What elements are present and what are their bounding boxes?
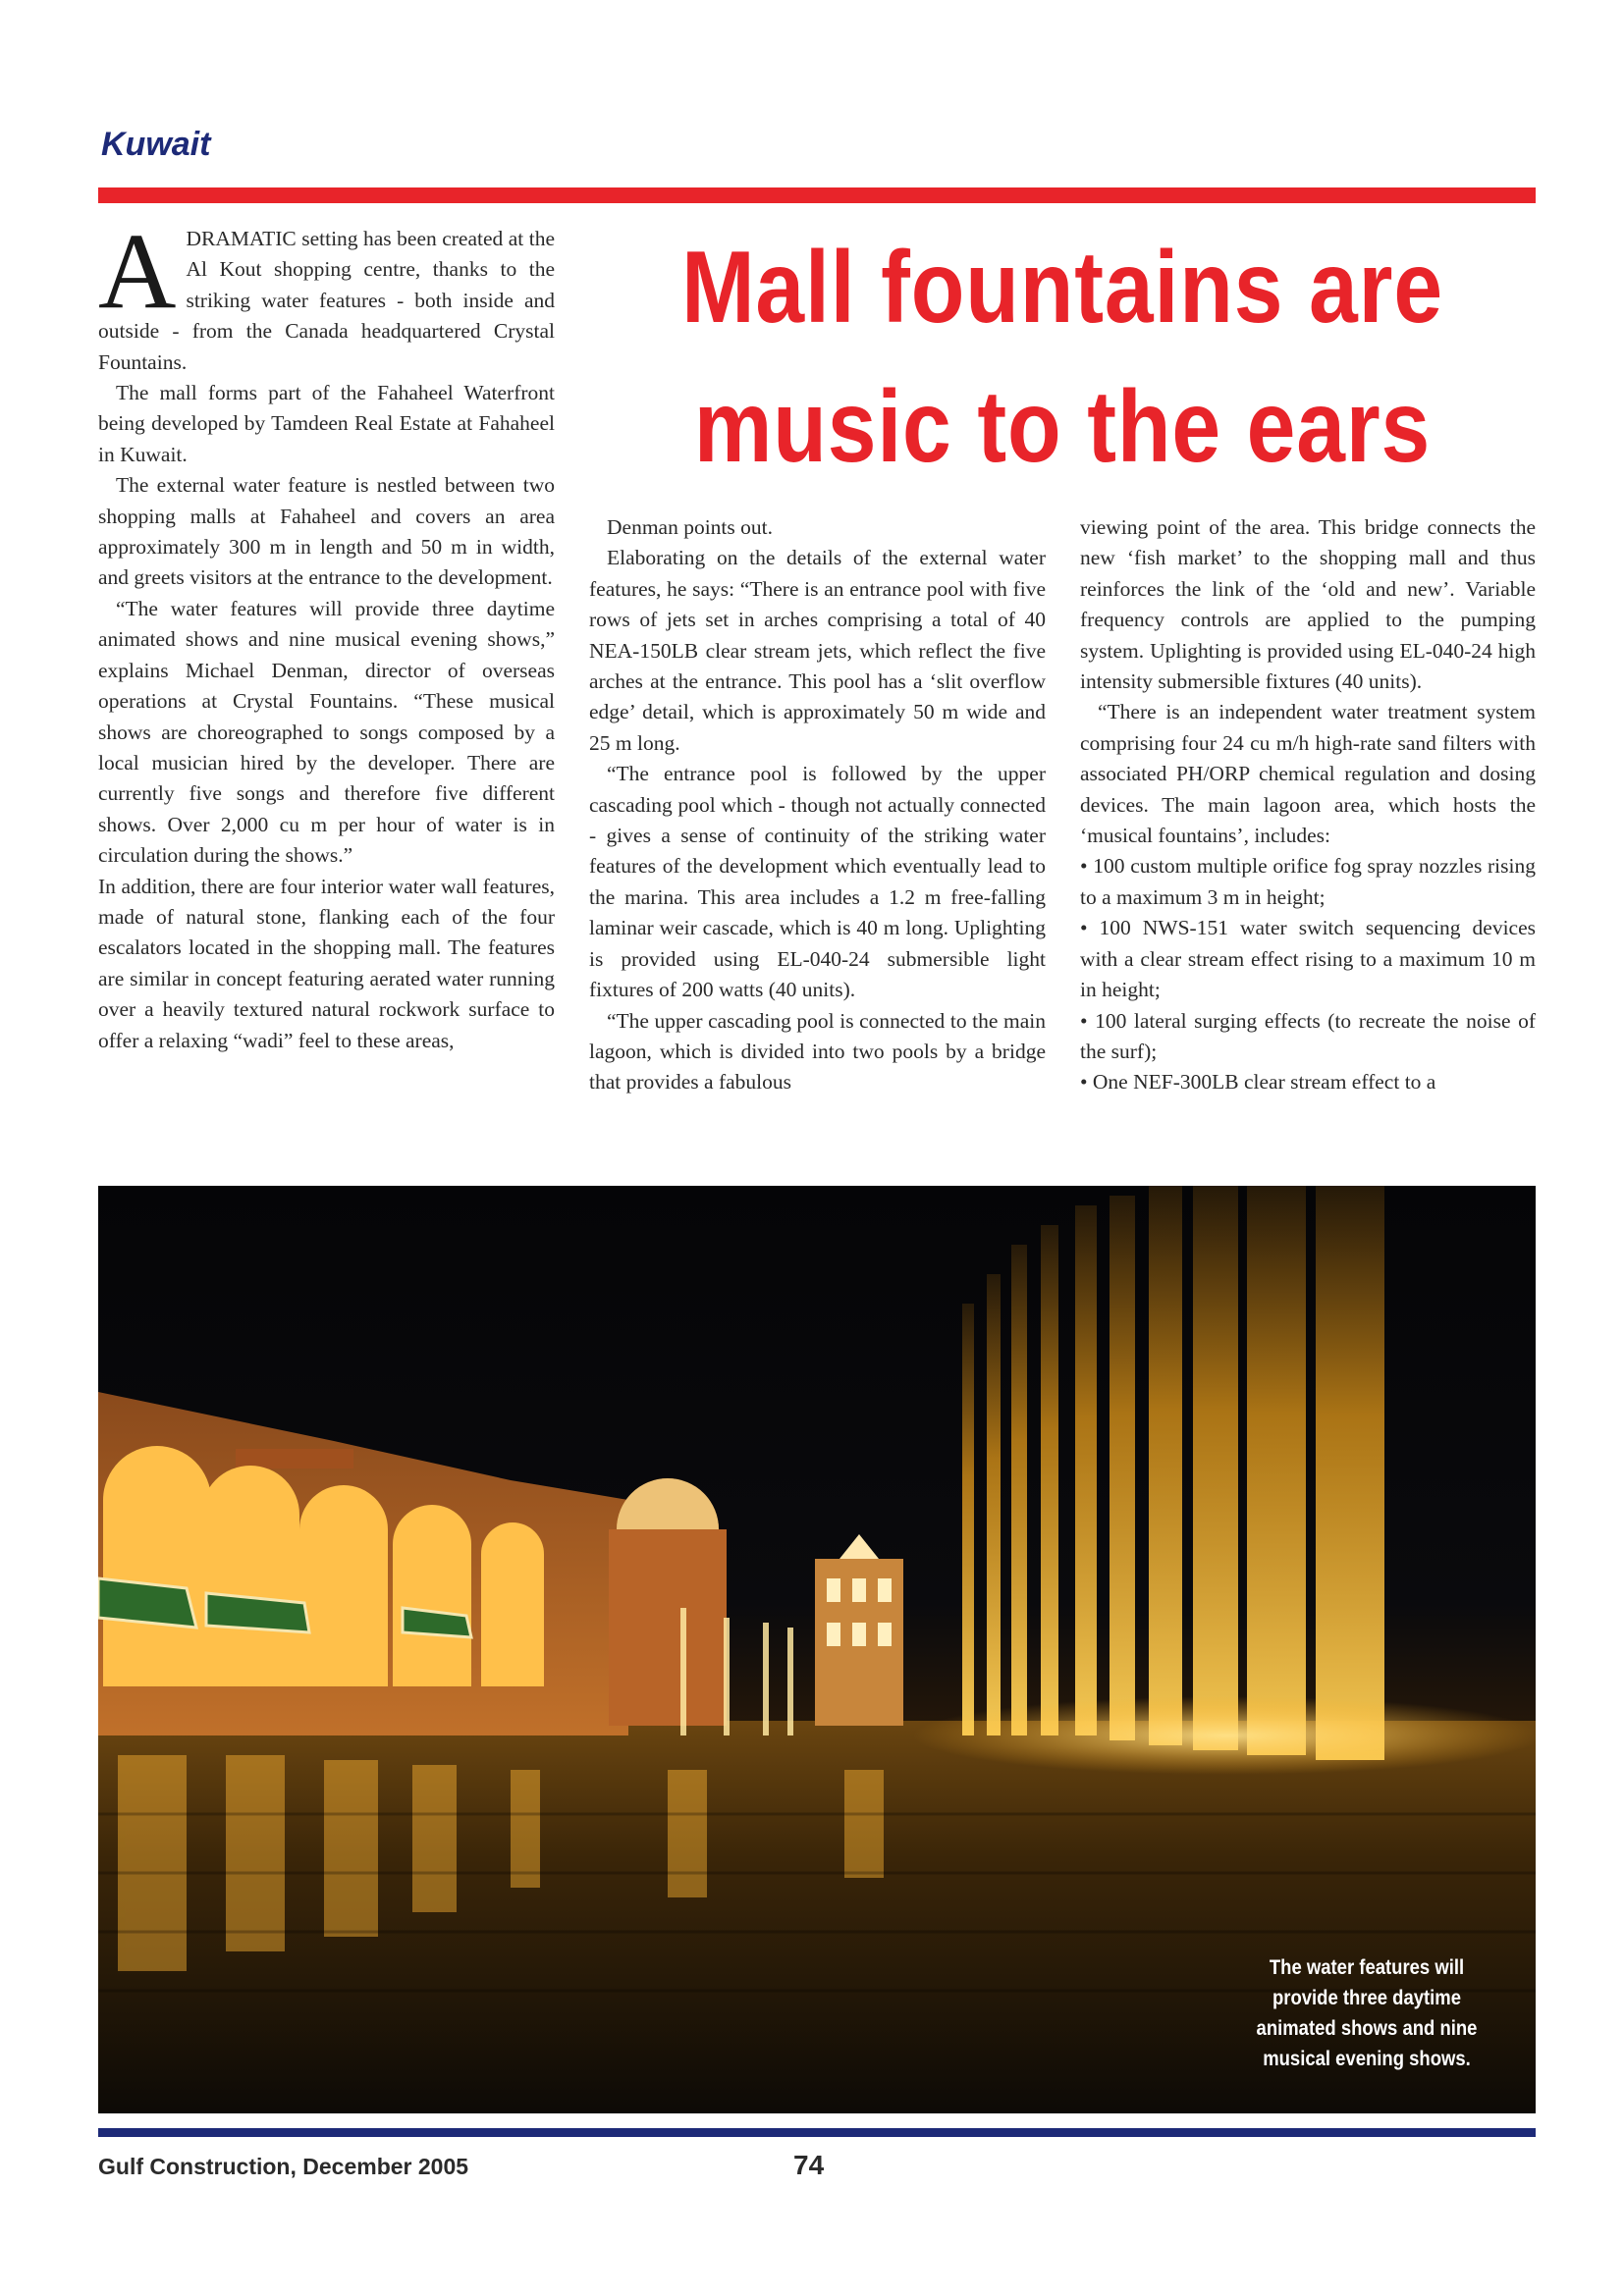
bullet-item: • 100 custom multiple orifice fog spray nozzles rising to a maximum 3 m in height; [1080, 854, 1536, 909]
article-headline: Mall fountains are music to the ears [681, 231, 1443, 484]
paragraph: The mall forms part of the Fahaheel Waterfront being developed by Tamdeen Real Estate at Fahaheel in Kuwait. [98, 381, 555, 466]
bullet-item: • One NEF-300LB clear stream effect to a [1080, 1070, 1436, 1095]
paragraph: viewing point of the area. This bridge connects the new ‘fish market’ to the shopping mall and thus reinforces the link of the ‘old and new’. Variable frequency controls are applied to the pumping system. Uplighting is provided using EL-040-24 high intensity submersible fixtures (40 units). [1080, 515, 1536, 694]
paragraph: “The entrance pool is followed by the upper cascading pool which - though not actually connected - gives a sense of continuity of the striking water features of the development which eventually lead to the marina. This area includes a 1.2 m free-falling laminar weir cascade, which is 40 m long. Uplighting is provided using EL-040-24 submersible light fixtures of 200 watts (40 units). [589, 762, 1046, 1002]
paragraph: “The water features will provide three daytime animated shows and nine musical evening shows,” explains Michael Denman, director of overseas operations at Crystal Fountains. “These musical shows are choreographed to songs composed by a local musician hired by the developer. There are currently five songs and therefore five different shows. Over 2,000 cu m per hour of water is in circulation during the shows.” [98, 596, 555, 868]
paragraph: The external water feature is nestled between two shopping malls at Fahaheel and covers an area approximately 300 m in length and 50 m in width, and greets visitors at the entrance to the development. [98, 473, 555, 590]
paragraph: Elaborating on the details of the external water features, he says: “There is an entrance pool with five rows of jets set in arches comprising a total of 40 NEA-150LB clear stream jets, which reflect the five arches at the entrance. This pool has a ‘slit overflow edge’ detail, which is approximately 50 m wide and 25 m long. [589, 546, 1046, 755]
drop-cap: A [98, 211, 177, 331]
footer-publication: Gulf Construction, December 2005 [98, 2154, 469, 2179]
article-column-3 [1080, 512, 1536, 1098]
footer-page-number: 74 [793, 2150, 825, 2180]
article-column-1 [98, 211, 555, 1056]
photo-caption: The water features will provide three daytime animated shows and nine musical evening shows. [1256, 1956, 1478, 2070]
paragraph: “The upper cascading pool is connected to the main lagoon, which is divided into two pools by a bridge that provides a fabulous [589, 1008, 1046, 1095]
paragraph: Denman points out. [607, 515, 773, 539]
bullet-item: • 100 NWS-151 water switch sequencing devices with a clear stream effect rising to a maximum 10 m in height; [1080, 916, 1536, 1002]
top-red-rule [98, 187, 1536, 203]
lead-paragraph-text: DRAMATIC setting has been created at the Al Kout shopping centre, thanks to the striking water features - both inside and outside - from the Canada headquartered Crystal Fountains. [98, 227, 555, 374]
paragraph: “There is an independent water treatment system comprising four 24 cu m/h high-rate sand filters with associated PH/ORP chemical regulation and dosing devices. The main lagoon area, which hosts the ‘musical fountains’, includes: [1080, 700, 1536, 848]
article-column-2 [589, 512, 1046, 1098]
night-fountain-photo [98, 1186, 1536, 2113]
section-label: Kuwait [101, 126, 211, 163]
bottom-navy-rule [98, 2128, 1536, 2137]
bullet-item: • 100 lateral surging effects (to recreate the noise of the surf); [1080, 1008, 1536, 1063]
paragraph: In addition, there are four interior water wall features, made of natural stone, flanking each of the four escalators located in the shopping mall. The features are similar in concept featuring aerated water running over a heavily textured natural rockwork surface to offer a relaxing “wadi” feel to these areas, [98, 874, 555, 1052]
lead-paragraph [98, 211, 555, 378]
